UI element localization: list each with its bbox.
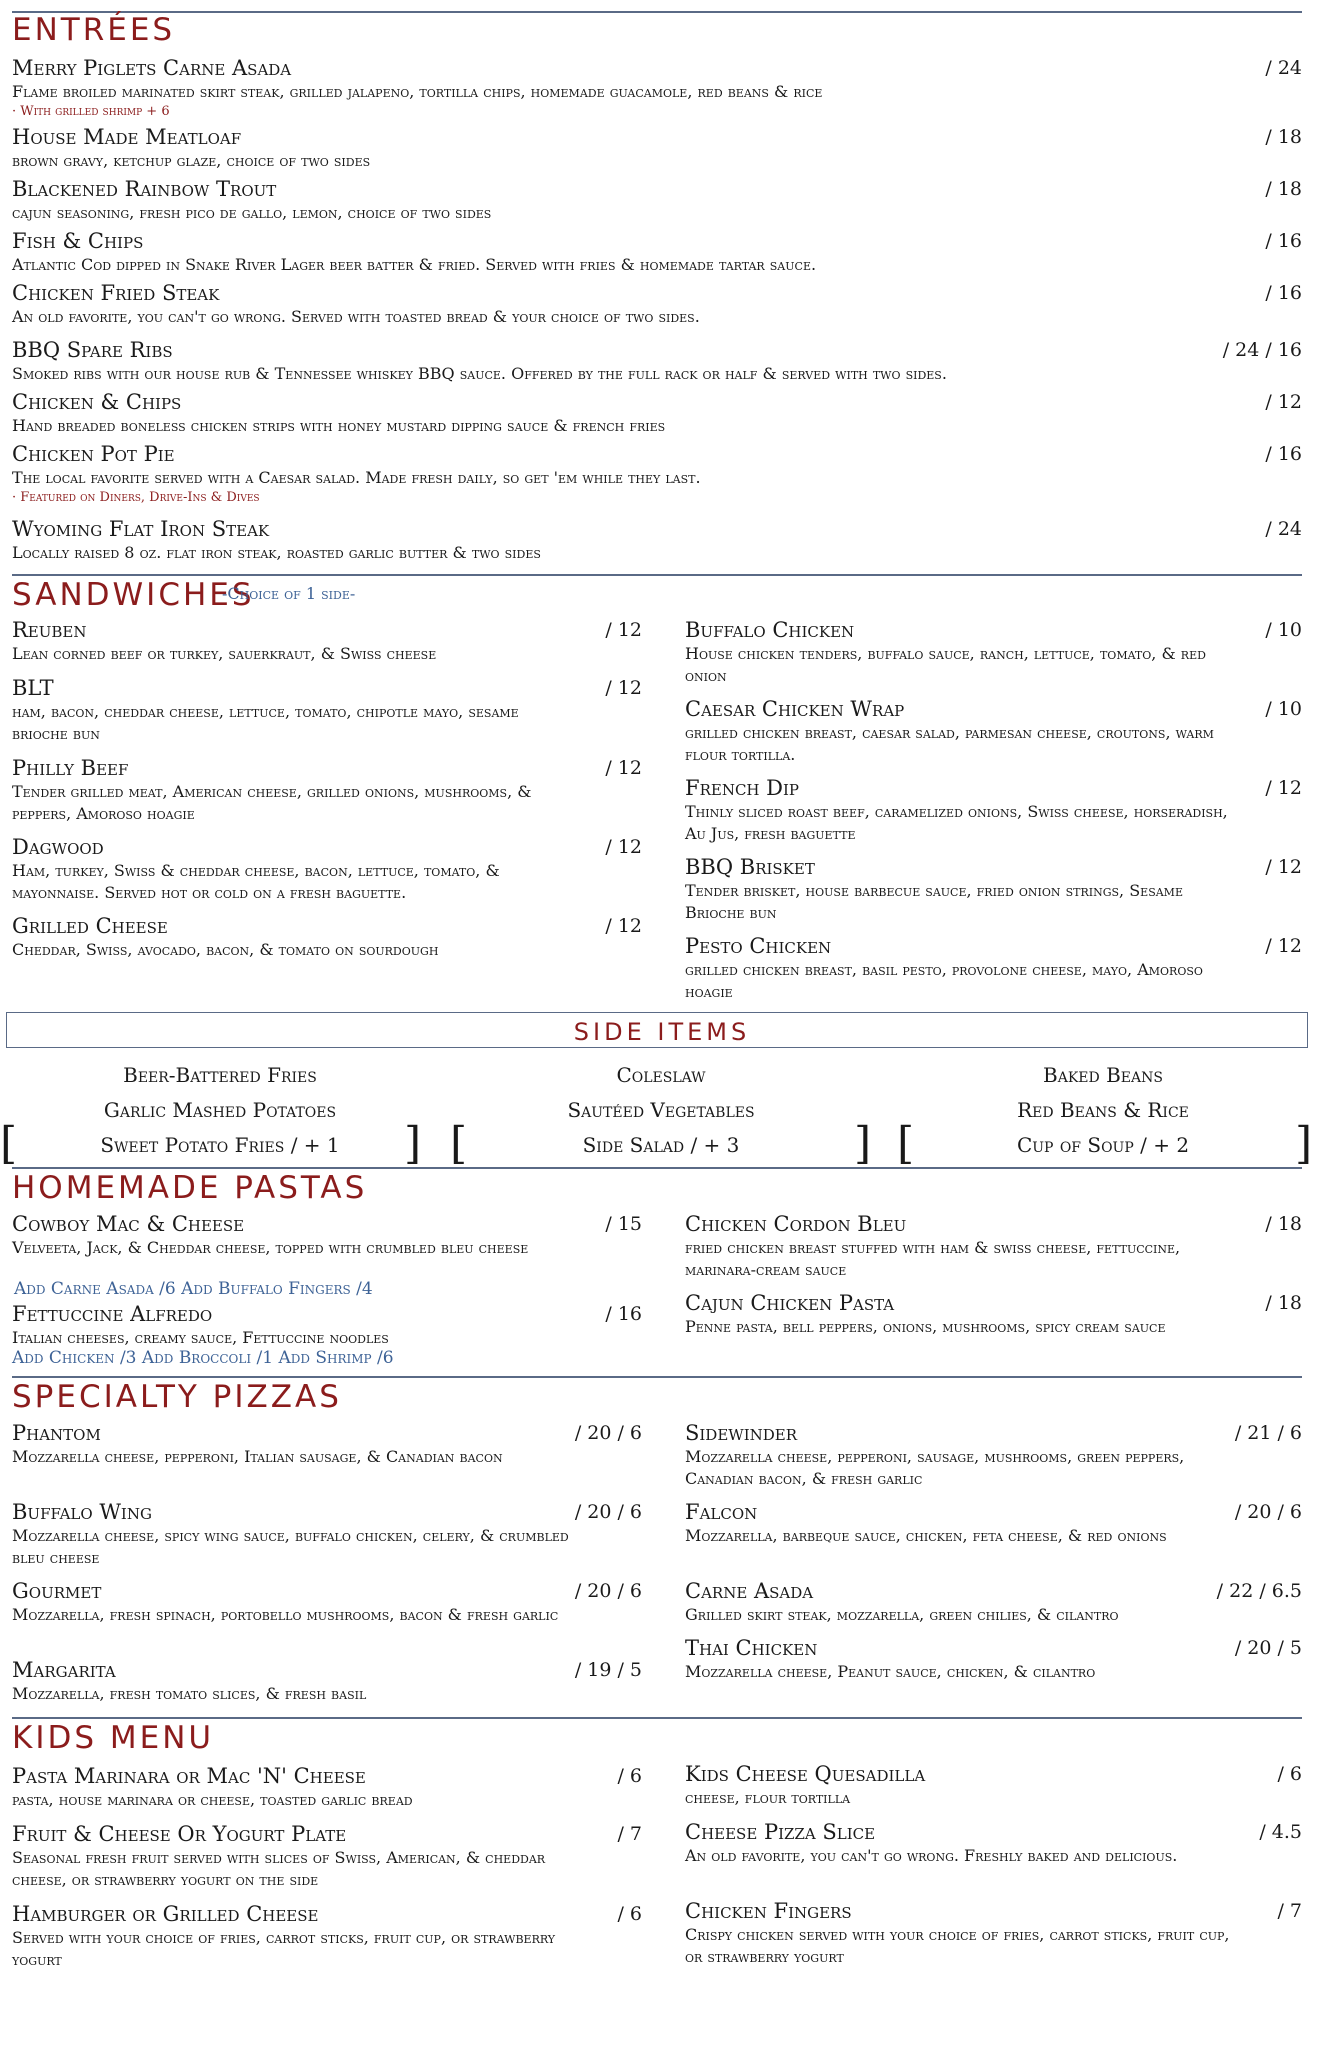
item-description: pasta, house marinara or cheese, toasted garlic bread xyxy=(12,1790,413,1809)
item-price: / 24 / 16 xyxy=(1222,339,1302,361)
item-price: / 16 xyxy=(605,1303,642,1325)
item-name: Cajun Chicken Pasta xyxy=(685,1291,895,1315)
item-description: Cheddar, Swiss, avocado, bacon, & tomato on sourdough xyxy=(12,940,439,959)
item-name: BLT xyxy=(12,676,54,700)
item-description: Mozzarella cheese, spicy wing sauce, buffalo chicken, celery, & crumbled bleu cheese xyxy=(12,1526,569,1567)
item-description: Tender brisket, house barbecue sauce, fried onion strings, Sesame Brioche bun xyxy=(685,881,1183,922)
section-divider xyxy=(12,1717,1302,1719)
side-item: Side Salad / + 3 xyxy=(582,1133,740,1157)
item-description: Atlantic Cod dipped in Snake River Lager beer batter & fried. Served with fries & homemade tartar sauce. xyxy=(12,255,817,274)
item-price: / 21 / 6 xyxy=(1234,1422,1302,1444)
item-price: / 20 / 6 xyxy=(574,1501,642,1523)
item-price: / 12 xyxy=(1265,856,1302,878)
item-description: Served with your choice of fries, carrot sticks, fruit cup, or strawberry yogurt xyxy=(12,1928,556,1969)
item-name: Merry Piglets Carne Asada xyxy=(12,56,292,80)
item-price: / 12 xyxy=(605,836,642,858)
item-price: / 20 / 6 xyxy=(1234,1501,1302,1523)
side-item: Baked Beans xyxy=(1043,1063,1163,1087)
item-description: fried chicken breast stuffed with ham & swiss cheese, fettuccine, marinara-cream sauce xyxy=(685,1238,1181,1279)
item-name: Falcon xyxy=(685,1500,758,1524)
item-name: Buffalo Wing xyxy=(12,1500,152,1524)
kids-title: KIDS MENU xyxy=(12,1720,215,1756)
item-price: / 19 / 5 xyxy=(574,1659,642,1681)
item-name: Phantom xyxy=(12,1421,101,1445)
item-price: / 15 xyxy=(605,1213,642,1235)
item-description: Velveeta, Jack, & Cheddar cheese, topped with crumbled bleu cheese xyxy=(12,1238,529,1257)
item-name: Pasta Marinara or Mac 'N' Cheese xyxy=(12,1764,366,1788)
item-price: / 12 xyxy=(1265,391,1302,413)
side-item: Sweet Potato Fries / + 1 xyxy=(100,1133,340,1157)
item-description: Tender grilled meat, American cheese, grilled onions, mushrooms, & peppers, Amoroso hoagie xyxy=(12,782,532,823)
item-name: Kids Cheese Quesadilla xyxy=(685,1762,926,1786)
item-description: brown gravy, ketchup glaze, choice of two sides xyxy=(12,151,371,170)
item-price: / 18 xyxy=(1265,126,1302,148)
sandwiches-note: -Choice of 1 side- xyxy=(222,584,356,603)
item-name: Cowboy Mac & Cheese xyxy=(12,1212,245,1236)
item-description: Mozzarella cheese, Peanut sauce, chicken, & cilantro xyxy=(685,1662,1096,1681)
item-name: Cheese Pizza Slice xyxy=(685,1820,876,1844)
item-name: Fruit & Cheese Or Yogurt Plate xyxy=(12,1822,347,1846)
item-name: Philly Beef xyxy=(12,756,129,780)
item-name: Fish & Chips xyxy=(12,229,144,253)
item-name: Gourmet xyxy=(12,1579,102,1603)
item-description: Mozzarella, fresh spinach, portobello mushrooms, bacon & fresh garlic xyxy=(12,1605,559,1624)
item-addons: Add Carne Asada /6 Add Buffalo Fingers /4 xyxy=(14,1279,373,1299)
item-price: / 12 xyxy=(605,757,642,779)
item-description: ham, bacon, cheddar cheese, lettuce, tomato, chipotle mayo, sesame brioche bun xyxy=(12,702,519,743)
item-description: Lean corned beef or turkey, sauerkraut, & Swiss cheese xyxy=(12,644,437,663)
item-description: House chicken tenders, buffalo sauce, ranch, lettuce, tomato, & red onion xyxy=(685,644,1206,685)
item-price: / 24 xyxy=(1265,57,1302,79)
item-price: / 12 xyxy=(605,915,642,937)
item-description: Grilled skirt steak, mozzarella, green chilies, & cilantro xyxy=(685,1605,1119,1624)
item-price: / 12 xyxy=(1265,935,1302,957)
item-name: French Dip xyxy=(685,776,800,800)
item-description: Thinly sliced roast beef, caramelized onions, Swiss cheese, horseradish, Au Jus, fresh baguette xyxy=(685,802,1228,843)
item-note: · With grilled shrimp + 6 xyxy=(12,104,170,119)
bracket-close: ] xyxy=(1295,1118,1313,1169)
item-price: / 16 xyxy=(1265,443,1302,465)
side-items-title: SIDE ITEMS xyxy=(573,1018,751,1046)
item-name: BBQ Spare Ribs xyxy=(12,338,173,362)
side-item: Coleslaw xyxy=(616,1063,706,1087)
item-name: Thai Chicken xyxy=(685,1636,818,1660)
item-name: Buffalo Chicken xyxy=(685,618,855,642)
item-price: / 20 / 5 xyxy=(1234,1637,1302,1659)
bracket-open: [ xyxy=(897,1118,915,1169)
sandwiches-title: SANDWICHES xyxy=(12,577,255,613)
item-description: The local favorite served with a Caesar salad. Made fresh daily, so get 'em while they last. xyxy=(12,468,701,487)
item-name: Sidewinder xyxy=(685,1421,798,1445)
item-name: Chicken Cordon Bleu xyxy=(685,1212,907,1236)
item-addons: Add Chicken /3 Add Broccoli /1 Add Shrimp /6 xyxy=(12,1348,394,1368)
item-name: Caesar Chicken Wrap xyxy=(685,697,905,721)
side-item: Sautéed Vegetables xyxy=(567,1098,755,1122)
item-price: / 7 xyxy=(1277,1900,1302,1922)
item-name: Chicken & Chips xyxy=(12,390,182,414)
item-description: Locally raised 8 oz. flat iron steak, roasted garlic butter & two sides xyxy=(12,543,541,562)
item-description: Penne pasta, bell peppers, onions, mushrooms, spicy cream sauce xyxy=(685,1317,1166,1336)
item-description: Mozzarella, barbeque sauce, chicken, feta cheese, & red onions xyxy=(685,1526,1167,1545)
bracket-open: [ xyxy=(0,1118,18,1169)
item-price: / 12 xyxy=(605,619,642,641)
item-price: / 18 xyxy=(1265,1292,1302,1314)
item-name: Carne Asada xyxy=(685,1579,814,1603)
item-description: cheese, flour tortilla xyxy=(685,1788,851,1807)
item-description: An old favorite, you can't go wrong. Served with toasted bread & your choice of two sides. xyxy=(12,307,700,326)
item-description: Hand breaded boneless chicken strips with honey mustard dipping sauce & french fries xyxy=(12,416,666,435)
item-description: grilled chicken breast, caesar salad, parmesan cheese, croutons, warm flour tortilla. xyxy=(685,723,1214,764)
item-note: · Featured on Diners, Drive-Ins & Dives xyxy=(12,490,260,505)
pastas-title: HOMEMADE PASTAS xyxy=(12,1170,368,1206)
item-name: Chicken Fingers xyxy=(685,1899,852,1923)
bracket-close: ] xyxy=(404,1118,422,1169)
item-price: / 16 xyxy=(1265,282,1302,304)
side-item: Cup of Soup / + 2 xyxy=(1016,1133,1190,1157)
item-price: / 6 xyxy=(617,1765,642,1787)
item-description: Seasonal fresh fruit served with slices of Swiss, American, & cheddar cheese, or strawberry yogurt on the side xyxy=(12,1848,546,1889)
item-name: Blackened Rainbow Trout xyxy=(12,177,277,201)
item-price: / 12 xyxy=(605,677,642,699)
item-name: Chicken Fried Steak xyxy=(12,281,220,305)
side-item: Red Beans & Rice xyxy=(1017,1098,1189,1122)
item-name: Grilled Cheese xyxy=(12,914,168,938)
bracket-open: [ xyxy=(450,1118,468,1169)
item-price: / 20 / 6 xyxy=(574,1580,642,1602)
item-price: / 7 xyxy=(617,1823,642,1845)
item-name: Chicken Pot Pie xyxy=(12,442,175,466)
item-price: / 6 xyxy=(617,1903,642,1925)
item-description: Smoked ribs with our house rub & Tennessee whiskey BBQ sauce. Offered by the full rack or half & served with two sides. xyxy=(12,364,947,383)
item-name: BBQ Brisket xyxy=(685,855,815,879)
section-divider xyxy=(12,11,1302,13)
item-name: Margarita xyxy=(12,1658,116,1682)
item-description: Mozzarella cheese, pepperoni, Italian sausage, & Canadian bacon xyxy=(12,1447,503,1466)
item-price: / 24 xyxy=(1265,518,1302,540)
item-description: Italian cheeses, creamy sauce, Fettuccine noodles xyxy=(12,1328,389,1347)
item-name: House Made Meatloaf xyxy=(12,125,242,149)
item-name: Fettuccine Alfredo xyxy=(12,1302,213,1326)
item-price: / 16 xyxy=(1265,230,1302,252)
item-price: / 22 / 6.5 xyxy=(1216,1580,1302,1602)
item-price: / 10 xyxy=(1265,698,1302,720)
item-description: Mozzarella cheese, pepperoni, sausage, mushrooms, green peppers, Canadian bacon, & fresh garlic xyxy=(685,1447,1185,1488)
item-name: Pesto Chicken xyxy=(685,934,832,958)
item-name: Wyoming Flat Iron Steak xyxy=(12,517,270,541)
item-price: / 18 xyxy=(1265,178,1302,200)
bracket-close: ] xyxy=(854,1118,872,1169)
item-price: / 6 xyxy=(1277,1763,1302,1785)
side-item: Garlic Mashed Potatoes xyxy=(103,1098,337,1122)
side-item: Beer-Battered Fries xyxy=(123,1063,317,1087)
item-price: / 4.5 xyxy=(1259,1821,1302,1843)
section-divider xyxy=(12,1376,1302,1378)
item-price: / 20 / 6 xyxy=(574,1422,642,1444)
item-price: / 18 xyxy=(1265,1213,1302,1235)
item-name: Hamburger or Grilled Cheese xyxy=(12,1902,319,1926)
section-divider xyxy=(12,574,1302,576)
item-name: Dagwood xyxy=(12,835,104,859)
item-description: Flame broiled marinated skirt steak, grilled jalapeno, tortilla chips, homemade guacamole, red beans & rice xyxy=(12,82,823,101)
item-price: / 12 xyxy=(1265,777,1302,799)
item-description: Ham, turkey, Swiss & cheddar cheese, bacon, lettuce, tomato, & mayonnaise. Served hot or cold on a fresh baguette. xyxy=(12,861,500,902)
item-description: grilled chicken breast, basil pesto, provolone cheese, mayo, Amoroso hoagie xyxy=(685,960,1203,1001)
section-divider xyxy=(12,1167,1302,1169)
item-description: cajun seasoning, fresh pico de gallo, lemon, choice of two sides xyxy=(12,203,492,222)
item-price: / 10 xyxy=(1265,619,1302,641)
pizzas-title: SPECIALTY PIZZAS xyxy=(12,1379,342,1415)
item-name: Reuben xyxy=(12,618,87,642)
item-description: Mozzarella, fresh tomato slices, & fresh basil xyxy=(12,1684,367,1703)
entrees-title: ENTRÉES xyxy=(12,12,176,48)
item-description: An old favorite, you can't go wrong. Freshly baked and delicious. xyxy=(685,1846,1178,1865)
item-description: Crispy chicken served with your choice of fries, carrot sticks, fruit cup, or strawberry yogurt xyxy=(685,1925,1230,1966)
